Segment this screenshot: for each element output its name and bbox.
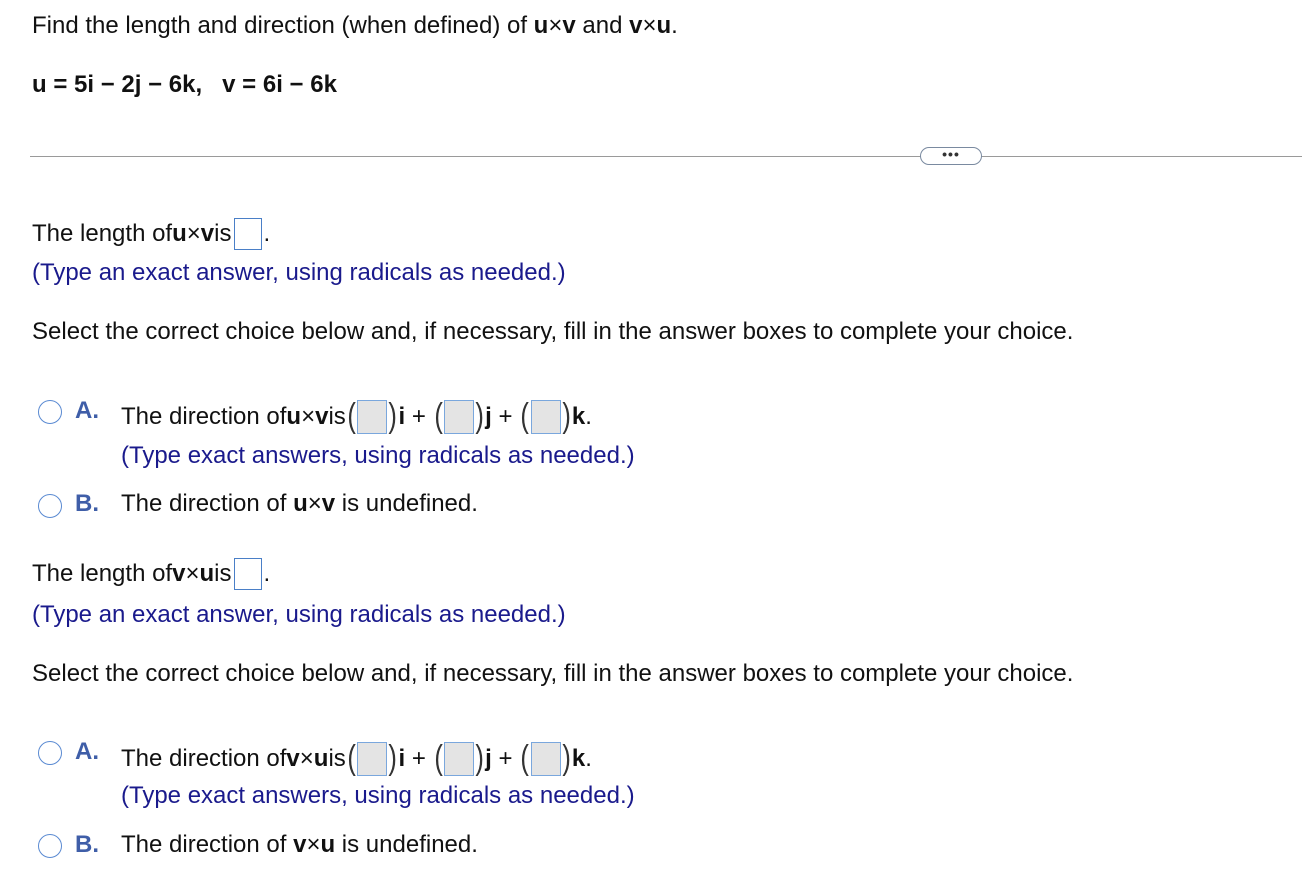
part1-choice-a-radio[interactable] (38, 400, 62, 424)
section-divider (30, 156, 1302, 157)
more-options-button[interactable]: ••• (920, 147, 982, 165)
given-vectors: u = 5i − 2j − 6k, v = 6i − 6k (32, 71, 337, 98)
part2-dir-j-input[interactable] (444, 742, 474, 776)
part1-choice-a-text: The direction of u × v is ( ) i + ( ) j + ( ) k . (121, 397, 592, 435)
part2-select-instruction: Select the correct choice below and, if necessary, fill in the answer boxes to complete your choice. (32, 660, 1074, 687)
part1-choice-a-letter: A. (75, 397, 99, 424)
part2-choice-a-hint: (Type exact answers, using radicals as needed.) (121, 782, 635, 809)
part2-length-input[interactable] (234, 558, 262, 590)
part1-length-line: The length of u × v is . (32, 218, 270, 250)
part1-dir-k-input[interactable] (531, 400, 561, 434)
part2-choice-b-letter: B. (75, 831, 99, 858)
part2-choice-b-radio[interactable] (38, 834, 62, 858)
part2-choice-a-letter: A. (75, 738, 99, 765)
part2-dir-k-input[interactable] (531, 742, 561, 776)
problem-instruction: Find the length and direction (when defined) of u×v and v×u. (32, 12, 678, 39)
part1-length-input[interactable] (234, 218, 262, 250)
part2-dir-i-input[interactable] (357, 742, 387, 776)
part1-choice-a-hint: (Type exact answers, using radicals as needed.) (121, 442, 635, 469)
part1-dir-j-input[interactable] (444, 400, 474, 434)
part2-length-hint: (Type an exact answer, using radicals as needed.) (32, 601, 566, 628)
part1-choice-b-letter: B. (75, 490, 99, 517)
part1-select-instruction: Select the correct choice below and, if necessary, fill in the answer boxes to complete your choice. (32, 318, 1074, 345)
part1-dir-i-input[interactable] (357, 400, 387, 434)
part2-length-line: The length of v × u is . (32, 558, 270, 590)
part1-choice-b-radio[interactable] (38, 494, 62, 518)
part1-length-hint: (Type an exact answer, using radicals as needed.) (32, 259, 566, 286)
part1-choice-b-text: The direction of u×v is undefined. (121, 490, 478, 517)
part2-choice-a-radio[interactable] (38, 741, 62, 765)
part2-choice-b-text: The direction of v×u is undefined. (121, 831, 478, 858)
part2-choice-a-text: The direction of v × u is ( ) i + ( ) j + ( ) k . (121, 739, 592, 777)
